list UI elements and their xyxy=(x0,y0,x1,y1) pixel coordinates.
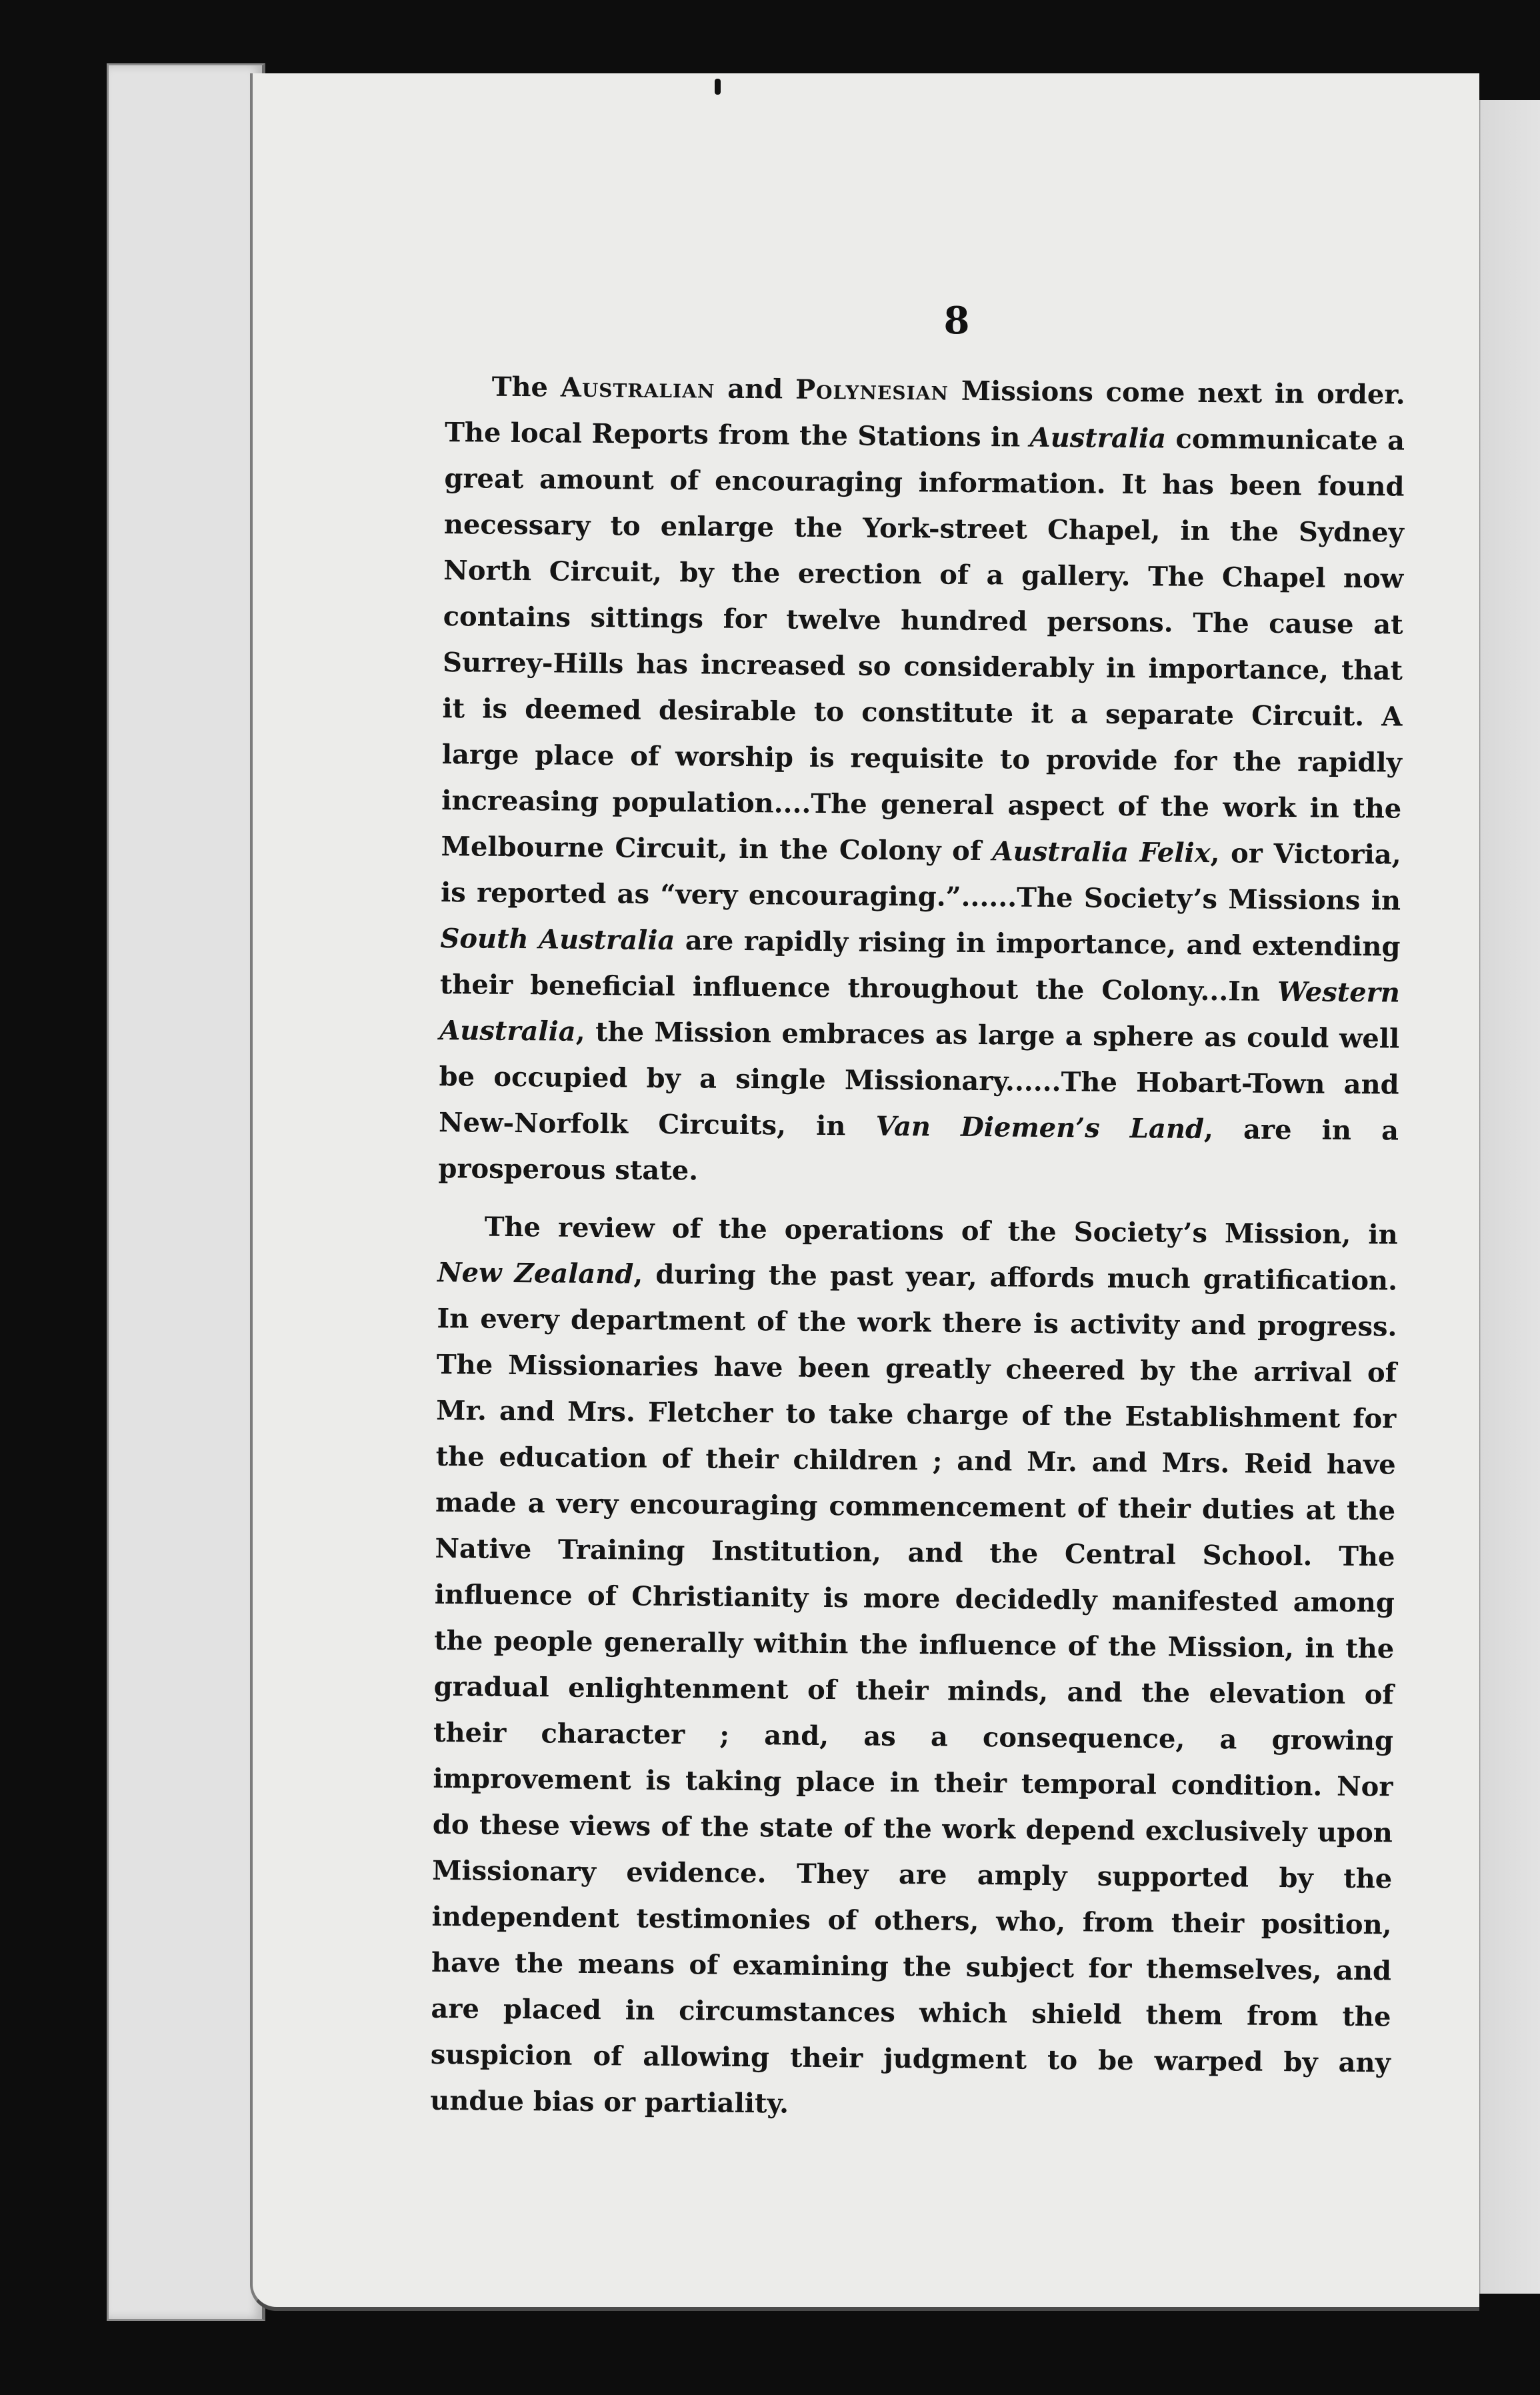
text-run: , are in a prosperous state. xyxy=(438,1113,1399,1187)
text-run: The review of the operations of the Society’s Mission, in xyxy=(484,1211,1398,1251)
italic-text-run: Western Australia xyxy=(439,975,1401,1047)
text-run: communicate a great amount of encouraging information. It has been found necessary to enlarge the York-street Chapel, in the Sydney North Circuit, by the erection of a gallery. The Chapel now contains sittings for twelve hundred persons. The cause at Surrey-Hills has increased so considerably in importance, that it is deemed desirable to constitute it a separate Circuit. A large place of worship is requisite to provide for the rapidly increasing population....The general aspect of the work in the Melbourne Circuit, in the Colony of xyxy=(441,423,1405,867)
text-run: , or Victoria, is reported as “very encouraging.”......The Society’s Missions in xyxy=(440,837,1401,917)
paragraph-new-zealand-mission xyxy=(430,1204,1398,2132)
paragraph-australian-missions xyxy=(438,363,1405,1200)
text-run: are rapidly rising in importance, and extending their beneficial influence throughout the Colony...In xyxy=(439,925,1401,1007)
text-run: and xyxy=(715,373,796,405)
italic-text-run: Australia xyxy=(1029,421,1167,455)
italic-text-run: Van Diemen’s Land xyxy=(875,1110,1205,1145)
text-run: , during the past year, affords much gratification. In every department of the work there is activity and progress. The Missionaries have been greatly cheered by the arrival of Mr. and Mrs. Fletcher to take charge of the Establishment for the education of their children ; and Mr. and Mrs. Reid have made a very encouraging commencement of their duties at the Native Training Institution, and the Central School. The influence of Christianity is more decidedly manifested among the people generally within the influence of the Mission, in the gradual enlightenment of their minds, and the elevation of their character ; and, as a consequence, a growing improvement is taking place in their temporal condition. Nor do these views of the state of the work depend exclusively upon Missionary evidence. They are amply supported by the independent testimonies of others, who, from their position, have the means of examining the subject for themselves, and are placed in circumstances which shield them from the suspicion of allowing their judgment to be warped by any undue bias or partiality. xyxy=(430,1258,1398,2120)
text-run: Missions come next in order. The local Reports from the Stations in xyxy=(444,375,1405,453)
text-run: The xyxy=(491,371,561,403)
italic-text-run: South Australia xyxy=(440,922,675,957)
small-caps-text-run: Polynesian xyxy=(795,373,949,407)
text-run: , the Mission embraces as large a sphere as could well be occupied by a single Missionary......The Hobart-Town and New-Norfolk Circuits, in xyxy=(438,1015,1400,1142)
italic-text-run: New Zealand xyxy=(437,1256,634,1290)
small-caps-text-run: Australian xyxy=(560,371,715,405)
body-text xyxy=(430,363,1405,2144)
binding-mark xyxy=(715,79,721,95)
italic-text-run: Australia Felix xyxy=(992,835,1211,869)
page-number: 8 xyxy=(943,299,970,343)
left-cover-board xyxy=(107,63,265,2321)
